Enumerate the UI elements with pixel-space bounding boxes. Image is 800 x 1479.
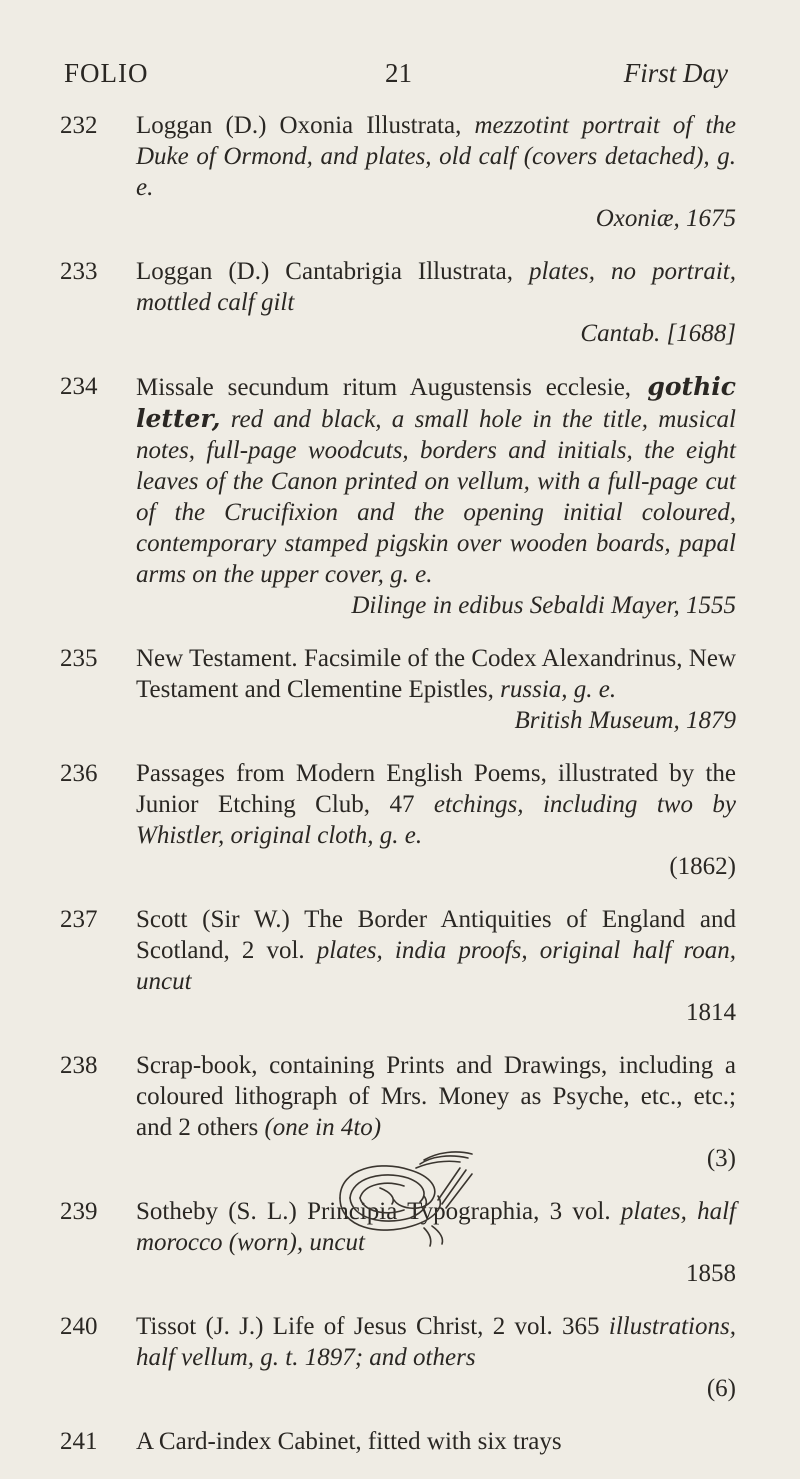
page-header: [0, 58, 800, 98]
lot-number: 235: [60, 645, 98, 672]
lot-number: 233: [60, 258, 98, 285]
lot-number: 236: [60, 760, 98, 787]
lot-title: Scrap-book, containing Prints and Drawings, including a coloured lithograph of Mrs. Money as Psyche, etc., etc.; and 2 others: [136, 1052, 736, 1141]
lot-number: 239: [60, 1198, 98, 1225]
lot-number: 240: [60, 1313, 98, 1340]
lot-imprint: British Museum, 1879: [514, 707, 736, 734]
lot-imprint: (6): [706, 1375, 736, 1402]
lot-241: [0, 1426, 800, 1457]
header-day: First Day: [623, 58, 728, 88]
lot-imprint: Oxoniæ, 1675: [595, 205, 736, 232]
lot-number: 232: [60, 112, 98, 139]
lot-236: [0, 758, 800, 882]
lot-description: plates, india proofs, original half roan, uncut: [136, 937, 737, 995]
lot-description: etchings, including two by Whistler, original cloth, g. e.: [136, 791, 736, 849]
lot-description: illustrations, half vellum, g. t. 1897; and others: [136, 1313, 736, 1371]
lot-234: [0, 371, 800, 621]
lot-title: New Testament. Facsimile of the Codex Alexandrinus, New Testament and Clementine Epistles,: [136, 645, 736, 703]
lot-imprint: Dilinge in edibus Sebaldi Mayer, 1555: [351, 592, 736, 619]
lot-title: Missale secundum ritum Augustensis ecclesie,: [136, 374, 632, 401]
lot-description: plates, no portrait, mottled calf gilt: [136, 258, 736, 316]
lot-description: russia, g. e.: [493, 676, 617, 703]
lot-title: Scott (Sir W.) The Border Antiquities of England and Scotland, 2 vol.: [136, 906, 736, 964]
lot-list: [0, 110, 800, 1479]
lot-description: mezzotint portrait of the Duke of Ormond, and plates, old calf (covers detached), g. e.: [136, 112, 736, 201]
lot-number: 234: [60, 373, 98, 400]
lot-235: [0, 643, 800, 736]
page-number: 21: [385, 58, 412, 88]
header-folio: FOLIO: [64, 58, 149, 88]
lot-imprint: Cantab. [1688]: [580, 320, 736, 347]
lot-232: [0, 110, 800, 234]
lot-title: Passages from Modern English Poems, illustrated by the Junior Etching Club, 47: [136, 760, 736, 818]
lot-title: Loggan (D.) Oxonia Illustrata,: [136, 112, 462, 139]
lot-description: red and black, a small hole in the title, musical notes, full-page woodcuts, borders and initials, the eight leaves of the Canon printed on vellum, with a full-page cut of the Crucifixion and the opening initial coloured, contemporary stamped pigskin over wooden boards, papal arms on the upper cover, g. e.: [136, 406, 736, 588]
lot-number: 237: [60, 906, 98, 933]
lot-description: (one in 4to): [258, 1114, 382, 1141]
lot-240: [0, 1311, 800, 1404]
lot-number: 241: [60, 1428, 98, 1455]
lot-title: Loggan (D.) Cantabrigia Illustrata,: [136, 258, 514, 285]
lot-title: Tissot (J. J.) Life of Jesus Christ, 2 vol. 365: [136, 1313, 600, 1340]
lot-title: A Card-index Cabinet, fitted with six trays: [136, 1428, 562, 1455]
flourish-ornament-icon: [320, 1148, 490, 1248]
lot-237: [0, 904, 800, 1028]
lot-imprint: 1814: [686, 999, 736, 1026]
lot-description: plates, half morocco (worn), uncut: [136, 1198, 736, 1256]
lot-imprint: (1862): [669, 853, 736, 880]
lot-imprint: 1858: [686, 1260, 736, 1287]
lot-gothic-note: gothic letter,: [136, 372, 736, 433]
lot-imprint: (3): [706, 1145, 736, 1172]
lot-233: [0, 256, 800, 349]
lot-title: Sotheby (S. L.) Principia Typographia, 3 vol.: [136, 1198, 611, 1225]
lot-number: 238: [60, 1052, 98, 1079]
